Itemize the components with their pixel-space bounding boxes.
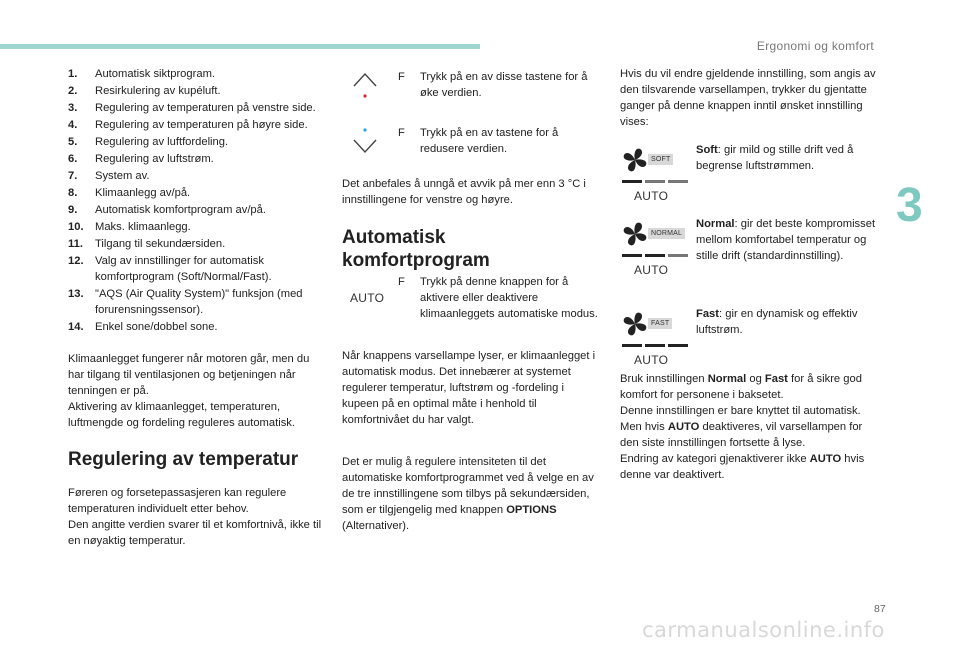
section-title: Ergonomi og komfort bbox=[756, 39, 874, 53]
list-item: 9. Automatisk komfortprogram av/på. bbox=[68, 204, 266, 216]
decrease-text: Trykk på en av tastene for å redusere verdien. bbox=[420, 127, 559, 155]
left-column bbox=[68, 66, 326, 549]
temperature-paragraph-1: Føreren og forsetepassasjeren kan regulere temperaturen individuelt etter behov. bbox=[68, 487, 287, 515]
temperature-paragraph-2: Den angitte verdien svarer til et komfortnivå, ikke til en nøyaktig temperatur. bbox=[68, 519, 322, 547]
indicator-bars-icon bbox=[622, 254, 690, 258]
list-item: 6. Regulering av luftstrøm. bbox=[68, 153, 214, 165]
right-column bbox=[620, 66, 876, 481]
mode-fast-description: Fast: gir en dynamisk og effektiv luftstrøm. bbox=[696, 308, 858, 336]
intro-paragraph-2: Aktivering av klimaanlegget, temperaturen, luftmengde og fordeling reguleres automatisk. bbox=[68, 401, 295, 429]
list-item: 13. "AQS (Air Quality System)" funksjon (med forurensningssensor). bbox=[68, 288, 303, 316]
mode-badge: NORMAL bbox=[648, 228, 685, 239]
mode-badge: SOFT bbox=[648, 154, 673, 165]
list-item: 5. Regulering av luftfordeling. bbox=[68, 136, 229, 148]
driver-paragraph: Denne innstillingen er bare knyttet til automatisk. Men hvis AUTO deaktiveres, vil varsellampen for den siste innstillingen fortsette å lyse. bbox=[620, 405, 863, 449]
list-item: 7. System av. bbox=[68, 170, 150, 182]
fan-icon bbox=[620, 309, 650, 339]
list-item: 12. Valg av innstillinger for automatisk komfortprogram (Soft/Normal/Fast). bbox=[68, 255, 272, 283]
indicator-bars-icon bbox=[622, 180, 690, 184]
auto-label: AUTO bbox=[634, 189, 669, 203]
list-item: 11. Tilgang til sekundærsiden. bbox=[68, 238, 226, 250]
auto-comfort-heading: Automatisk komfortprogram bbox=[342, 227, 490, 271]
middle-column bbox=[342, 64, 600, 532]
page-number: 87 bbox=[874, 603, 886, 615]
intro-paragraph-1: Klimaanlegget fungerer når motoren går, men du har tilgang til ventilasjonen og betjeningen når tenningen er på. bbox=[68, 353, 310, 397]
watermark: carmanualsonline.info bbox=[642, 618, 885, 642]
flag-glyph: F bbox=[398, 127, 405, 139]
increase-text: Trykk på en av disse tastene for å øke verdien. bbox=[420, 71, 588, 99]
list-item: 1. Automatisk siktprogram. bbox=[68, 68, 215, 80]
intensity-paragraph: Det er mulig å regulere intensiteten til det automatiske komfortprogrammet ved å velge en av de tre innstillingene som tilbys på sekundærsiden, som er tilgjengelig med knappen OPTIONS (Alternativer). bbox=[342, 456, 594, 532]
mode-normal-description: Normal: gir det beste kompromisset mellom komfortabel temperatur og stille drift (standardinnstilling). bbox=[696, 218, 876, 262]
mode-soft-description: Soft: gir mild og stille drift ved å begrense luftstrømmen. bbox=[696, 144, 854, 172]
advice-paragraph: Det anbefales å unngå et avvik på mer enn 3 °C i innstillingene for venstre og høyre. bbox=[342, 178, 586, 206]
auto-button-text: Trykk på denne knappen for å aktivere eller deaktivere klimaanleggets automatiske modus. bbox=[420, 276, 598, 320]
flag-glyph: F bbox=[398, 276, 405, 288]
temperature-heading: Regulering av temperatur bbox=[68, 449, 299, 470]
fan-icon bbox=[620, 145, 650, 175]
indicator-bars-icon bbox=[622, 344, 690, 348]
mode-intro-paragraph: Hvis du vil endre gjeldende innstilling, som angis av den tilsvarende varsellampen, trykker du gjentatte ganger på denne knappen inntil ønsket innstilling vises: bbox=[620, 68, 876, 128]
mode-badge: FAST bbox=[648, 318, 672, 329]
reactivate-paragraph: Endring av kategori gjenaktiverer ikke AUTO hvis denne var deaktivert. bbox=[620, 453, 865, 481]
chevron-down-icon bbox=[352, 126, 378, 156]
list-item: 14. Enkel sone/dobbel sone. bbox=[68, 321, 218, 333]
mode-notes bbox=[620, 371, 876, 483]
flag-glyph: F bbox=[398, 71, 405, 83]
auto-button-label: AUTO bbox=[350, 291, 385, 305]
chevron-up-icon bbox=[352, 70, 378, 100]
decrease-row bbox=[342, 120, 600, 176]
lamp-paragraph: Når knappens varsellampe lyser, er klimaanlegget i automatisk modus. Det innebærer at systemet regulerer temperatur, luftstrøm og -fordeling i kupeen på en optimal måte i henhold til komfortnivået du har valgt. bbox=[342, 350, 596, 426]
list-item: 3. Regulering av temperaturen på venstre side. bbox=[68, 102, 316, 114]
increase-row bbox=[342, 64, 600, 120]
control-list bbox=[68, 66, 326, 335]
list-item: 8. Klimaanlegg av/på. bbox=[68, 187, 191, 199]
auto-label: AUTO bbox=[634, 353, 669, 367]
chapter-number: 3 bbox=[896, 179, 923, 232]
auto-label: AUTO bbox=[634, 263, 669, 277]
list-item: 2. Resirkulering av kupéluft. bbox=[68, 85, 221, 97]
fan-icon bbox=[620, 219, 650, 249]
list-item: 4. Regulering av temperaturen på høyre side. bbox=[68, 119, 308, 131]
use-paragraph: Bruk innstillingen Normal og Fast for å sikre god komfort for personene i baksetet. bbox=[620, 373, 862, 401]
list-item: 10. Maks. klimaanlegg. bbox=[68, 221, 191, 233]
header-accent-bar bbox=[0, 44, 480, 49]
